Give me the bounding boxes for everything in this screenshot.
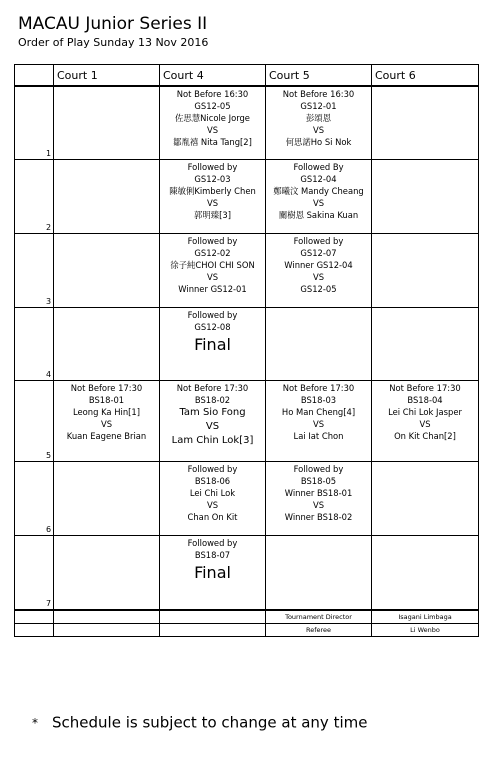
match-line: Not Before 17:30	[176, 383, 249, 393]
match-line: VS	[100, 419, 113, 429]
match-cell	[160, 160, 266, 234]
slot-number: 6	[46, 525, 52, 534]
match-cell	[160, 536, 266, 610]
match-line-large: VS	[205, 421, 220, 432]
empty-cell	[372, 536, 479, 610]
match-line: VS	[312, 124, 325, 135]
slot-number: 1	[46, 149, 52, 158]
match-info	[160, 308, 265, 356]
slot-number: 3	[46, 297, 52, 306]
match-info	[266, 234, 371, 295]
match-line: VS	[312, 272, 325, 282]
match-cell	[160, 381, 266, 462]
match-line: BS18-04	[407, 395, 443, 405]
match-line: BS18-03	[300, 395, 337, 405]
slot-number-cell	[15, 462, 54, 536]
match-info	[266, 160, 371, 221]
match-line: Followed by	[187, 464, 238, 474]
slot-number: 4	[46, 370, 52, 379]
match-line: 郭明臻[3]	[194, 210, 231, 220]
match-cell	[160, 308, 266, 381]
empty-cell	[266, 536, 372, 610]
match-line: 何思諾Ho Si Nok	[285, 136, 352, 147]
empty-cell	[54, 462, 160, 536]
match-line: Followed By	[293, 162, 344, 172]
match-line: 徐子純CHOI CHI SON	[170, 260, 255, 270]
match-line: VS	[312, 198, 325, 208]
slot-number-cell	[15, 86, 54, 160]
match-line: Lei Chi Lok	[189, 488, 236, 498]
empty-cell	[372, 160, 479, 234]
match-cell	[160, 462, 266, 536]
match-line: Winner GS12-01	[178, 284, 247, 294]
empty-cell	[54, 308, 160, 381]
match-info	[160, 536, 265, 584]
match-cell	[160, 86, 266, 160]
match-cell	[372, 381, 479, 462]
match-line: Not Before 17:30	[70, 383, 143, 393]
match-line: Not Before 16:30	[282, 88, 355, 99]
court-header-label: Court 6	[375, 69, 416, 82]
match-line-large: Lam Chin Lok[3]	[171, 435, 254, 446]
match-info	[160, 381, 265, 448]
match-line: Lai Iat Chon	[293, 431, 344, 441]
match-line: Lei Chi Lok Jasper	[388, 407, 462, 417]
match-line: VS	[206, 272, 219, 282]
match-line: Followed by	[187, 162, 238, 172]
match-info	[266, 381, 371, 442]
match-line: GS12-07	[300, 248, 337, 258]
match-line: Leong Ka Hin[1]	[72, 407, 141, 417]
match-info	[54, 381, 159, 442]
slot-number-cell	[15, 160, 54, 234]
court-header-label: Court 1	[57, 69, 98, 82]
slot-number-cell	[15, 234, 54, 308]
officials-row-director	[15, 610, 479, 624]
match-line: Followed by	[187, 310, 238, 320]
match-line: GS12-05	[300, 284, 337, 294]
match-line: Winner GS12-04	[284, 260, 353, 270]
schedule-note	[32, 712, 367, 732]
match-info	[266, 87, 371, 148]
match-line: GS12-01	[300, 100, 337, 111]
slot-row	[15, 536, 479, 610]
match-line: 關樹恩 Sakina Kuan	[278, 210, 359, 220]
match-line: VS	[206, 198, 219, 208]
match-line: VS	[206, 124, 219, 135]
match-line: Winner BS18-02	[284, 512, 353, 522]
match-line: Winner BS18-01	[284, 488, 353, 498]
match-line: VS	[206, 500, 219, 510]
match-info	[160, 462, 265, 523]
court-header-label: Court 5	[269, 69, 310, 82]
match-line: BS18-02	[194, 395, 231, 405]
match-info	[160, 234, 265, 295]
slot-number-cell	[15, 308, 54, 381]
match-line: Followed by	[293, 464, 344, 474]
match-line: 鄒胤禧 Nita Tang[2]	[173, 136, 252, 147]
match-line: GS12-03	[194, 174, 231, 184]
empty-cell	[372, 462, 479, 536]
empty-cell	[266, 308, 372, 381]
match-line: Ho Man Cheng[4]	[281, 407, 356, 417]
slot-number: 7	[46, 598, 52, 608]
match-line: BS18-01	[88, 395, 125, 405]
match-info	[266, 462, 371, 523]
slot-number-cell	[15, 381, 54, 462]
page-title: MACAU Junior Series II	[18, 14, 208, 34]
match-info	[160, 160, 265, 221]
final-label: Final	[194, 335, 231, 354]
match-info	[372, 381, 478, 442]
match-line: Not Before 17:30	[282, 383, 355, 393]
match-line: GS12-04	[300, 174, 337, 184]
match-line: Followed by	[187, 236, 238, 246]
match-line: VS	[419, 419, 431, 429]
match-cell	[266, 462, 372, 536]
match-line: BS18-05	[300, 476, 337, 486]
match-line: BS18-07	[194, 550, 231, 560]
empty-cell	[54, 160, 160, 234]
slot-number-cell	[15, 536, 54, 610]
match-line: 陳敏俐Kimberly Chen	[169, 186, 256, 196]
match-line: VS	[312, 419, 325, 429]
match-line: Followed by	[293, 236, 344, 246]
match-line: Followed by	[187, 538, 238, 548]
match-line: 彭頌恩	[305, 112, 332, 123]
empty-cell	[372, 86, 479, 160]
match-line: VS	[312, 500, 325, 510]
slot-row	[15, 381, 479, 462]
court-header-row	[15, 65, 479, 86]
final-label: Final	[194, 563, 231, 582]
match-line: GS12-05	[194, 100, 231, 111]
match-cell	[266, 86, 372, 160]
court-header	[54, 65, 160, 86]
empty-cell	[54, 234, 160, 308]
match-cell	[266, 381, 372, 462]
officials-row-referee	[15, 623, 479, 636]
match-line: 鄭曦汶 Mandy Cheang	[273, 186, 364, 196]
match-line: Not Before 17:30	[389, 383, 461, 393]
page-subtitle: Order of Play Sunday 13 Nov 2016	[18, 36, 209, 49]
slot-row	[15, 234, 479, 308]
order-of-play-table	[14, 64, 479, 637]
match-line: Kuan Eagene Brian	[66, 431, 147, 441]
match-info	[160, 87, 265, 148]
director-label: Tournament Director	[285, 612, 352, 621]
slot-row	[15, 160, 479, 234]
referee-name: Li Wenbo	[410, 625, 440, 634]
director-name: Isagani Limbaga	[398, 612, 452, 621]
match-line: GS12-08	[194, 322, 231, 332]
match-cell	[160, 234, 266, 308]
court-header	[160, 65, 266, 86]
empty-cell	[372, 308, 479, 381]
match-cell	[266, 234, 372, 308]
slot-row	[15, 86, 479, 160]
court-header	[266, 65, 372, 86]
match-cell	[54, 381, 160, 462]
schedule-note-text: Schedule is subject to change at any time	[52, 713, 368, 732]
empty-cell	[54, 536, 160, 610]
empty-cell	[372, 234, 479, 308]
slot-number: 2	[46, 223, 52, 232]
slot-row	[15, 308, 479, 381]
slot-number: 5	[46, 451, 52, 460]
match-line: On Kit Chan[2]	[394, 431, 456, 441]
match-line-large: Tam Sio Fong	[179, 407, 246, 418]
match-line: GS12-02	[194, 248, 231, 258]
corner-cell	[15, 65, 54, 86]
empty-cell	[54, 86, 160, 160]
match-line: Chan On Kit	[187, 512, 238, 522]
asterisk-marker: *	[32, 715, 38, 730]
court-header-label: Court 4	[163, 69, 204, 82]
match-line: 佐思慧Nicole Jorge	[175, 112, 250, 123]
slot-row	[15, 462, 479, 536]
match-line: BS18-06	[194, 476, 231, 486]
match-line: Not Before 16:30	[176, 88, 249, 99]
referee-label: Referee	[305, 625, 332, 634]
court-header	[372, 65, 479, 86]
match-cell	[266, 160, 372, 234]
